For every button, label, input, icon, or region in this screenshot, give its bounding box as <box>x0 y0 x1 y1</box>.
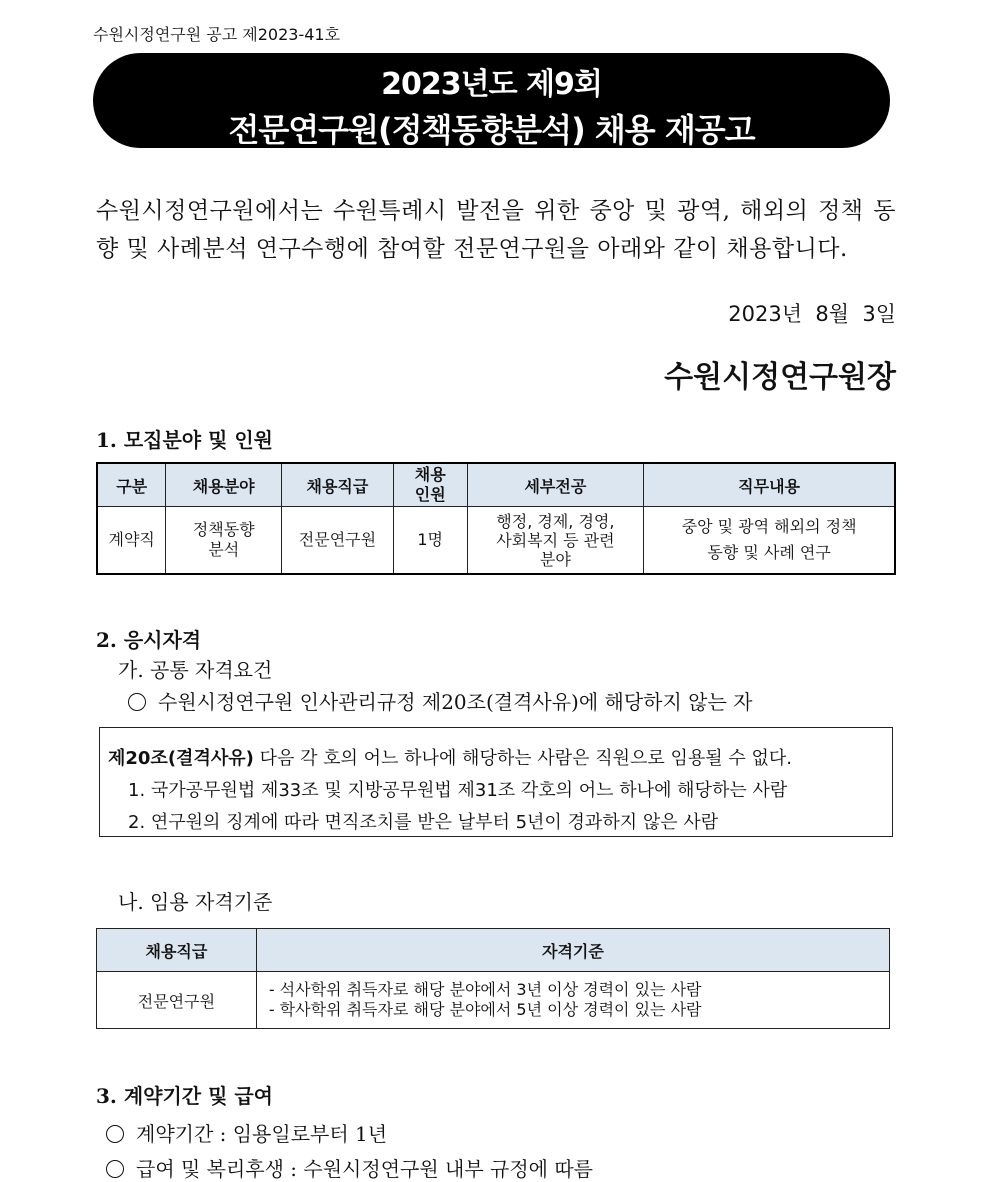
header-cell: 채용분야 <box>166 463 282 507</box>
subsection-a-title: 가. 공통 자격요건 <box>118 658 273 682</box>
qualification-table <box>96 928 890 1029</box>
title-banner <box>93 53 890 148</box>
list-item <box>106 1118 387 1147</box>
notice-number: 수원시정연구원 공고 제2023-41호 <box>93 25 341 44</box>
header-cell: 직무내용 <box>644 463 895 507</box>
section-2-title: 2. 응시자격 <box>96 628 202 652</box>
list-item <box>106 1153 593 1182</box>
law-item: 2. 연구원의 징계에 따라 면직조치를 받은 날부터 5년이 경과하지 않은 사람 <box>128 812 719 833</box>
law-article-text: 다음 각 호의 어느 하나에 해당하는 사람은 직원으로 임용될 수 없다. <box>253 748 792 769</box>
list-item-text: 계약기간 : 임용일로부터 1년 <box>136 1122 388 1146</box>
title-line-1: 2023년도 제9회 <box>381 67 602 102</box>
header-cell: 세부전공 <box>467 463 644 507</box>
criteria-cell <box>256 972 889 1029</box>
law-article-header <box>108 744 792 770</box>
table-cell: 행정, 경제, 경영, 사회복지 등 관련 분야 <box>467 507 644 575</box>
law-item: 1. 국가공무원법 제33조 및 지방공무원법 제31조 각호의 어느 하나에 해당하는 사람 <box>128 780 788 801</box>
issuer-name: 수원시정연구원장 <box>664 360 896 395</box>
subsection-a-item-text: 수원시정연구원 인사관리규정 제20조(결격사유)에 해당하지 않는 자 <box>158 690 753 714</box>
header-cell: 자격기준 <box>256 929 889 972</box>
law-article-box <box>99 727 893 837</box>
law-article-title: 제20조(결격사유) <box>108 748 254 769</box>
subsection-b-title: 나. 임용 자격기준 <box>118 890 273 914</box>
notice-date: 2023년 8월 3일 <box>728 302 896 326</box>
header-cell: 채용직급 <box>282 463 394 507</box>
table-cell: 중앙 및 광역 해외의 정책 동향 및 사례 연구 <box>644 507 895 575</box>
table-header-row <box>97 929 890 972</box>
table-cell: 전문연구원 <box>282 507 394 575</box>
criteria-item: - 학사학위 취득자로 해당 분야에서 5년 이상 경력이 있는 사람 <box>268 1000 702 1019</box>
list-item-text: 급여 및 복리후생 : 수원시정연구원 내부 규정에 따름 <box>136 1157 593 1181</box>
header-cell: 채용 인원 <box>393 463 467 507</box>
table-row <box>97 507 895 575</box>
section-3-title: 3. 계약기간 및 급여 <box>96 1084 274 1108</box>
subsection-a-item <box>128 686 752 715</box>
table-header-row <box>97 463 895 507</box>
section-1-title: 1. 모집분야 및 인원 <box>96 428 274 452</box>
title-line-2: 전문연구원(정책동향분석) 채용 재공고 <box>228 111 755 149</box>
header-cell: 채용직급 <box>97 929 257 972</box>
recruitment-table <box>96 462 896 575</box>
table-row <box>97 972 890 1029</box>
circle-bullet-icon <box>106 1160 124 1178</box>
table-cell: 정책동향 분석 <box>166 507 282 575</box>
table-cell: 1명 <box>393 507 467 575</box>
intro-paragraph: 수원시정연구원에서는 수원특례시 발전을 위한 중앙 및 광역, 해외의 정책 동향 및 사례분석 연구수행에 참여할 전문연구원을 아래와 같이 채용합니다. <box>96 198 896 262</box>
circle-bullet-icon <box>106 1125 124 1143</box>
criteria-item: - 석사학위 취득자로 해당 분야에서 3년 이상 경력이 있는 사람 <box>268 980 702 999</box>
table-cell: 전문연구원 <box>97 972 257 1029</box>
circle-bullet-icon <box>128 693 146 711</box>
header-cell: 구분 <box>97 463 166 507</box>
table-cell: 계약직 <box>97 507 166 575</box>
